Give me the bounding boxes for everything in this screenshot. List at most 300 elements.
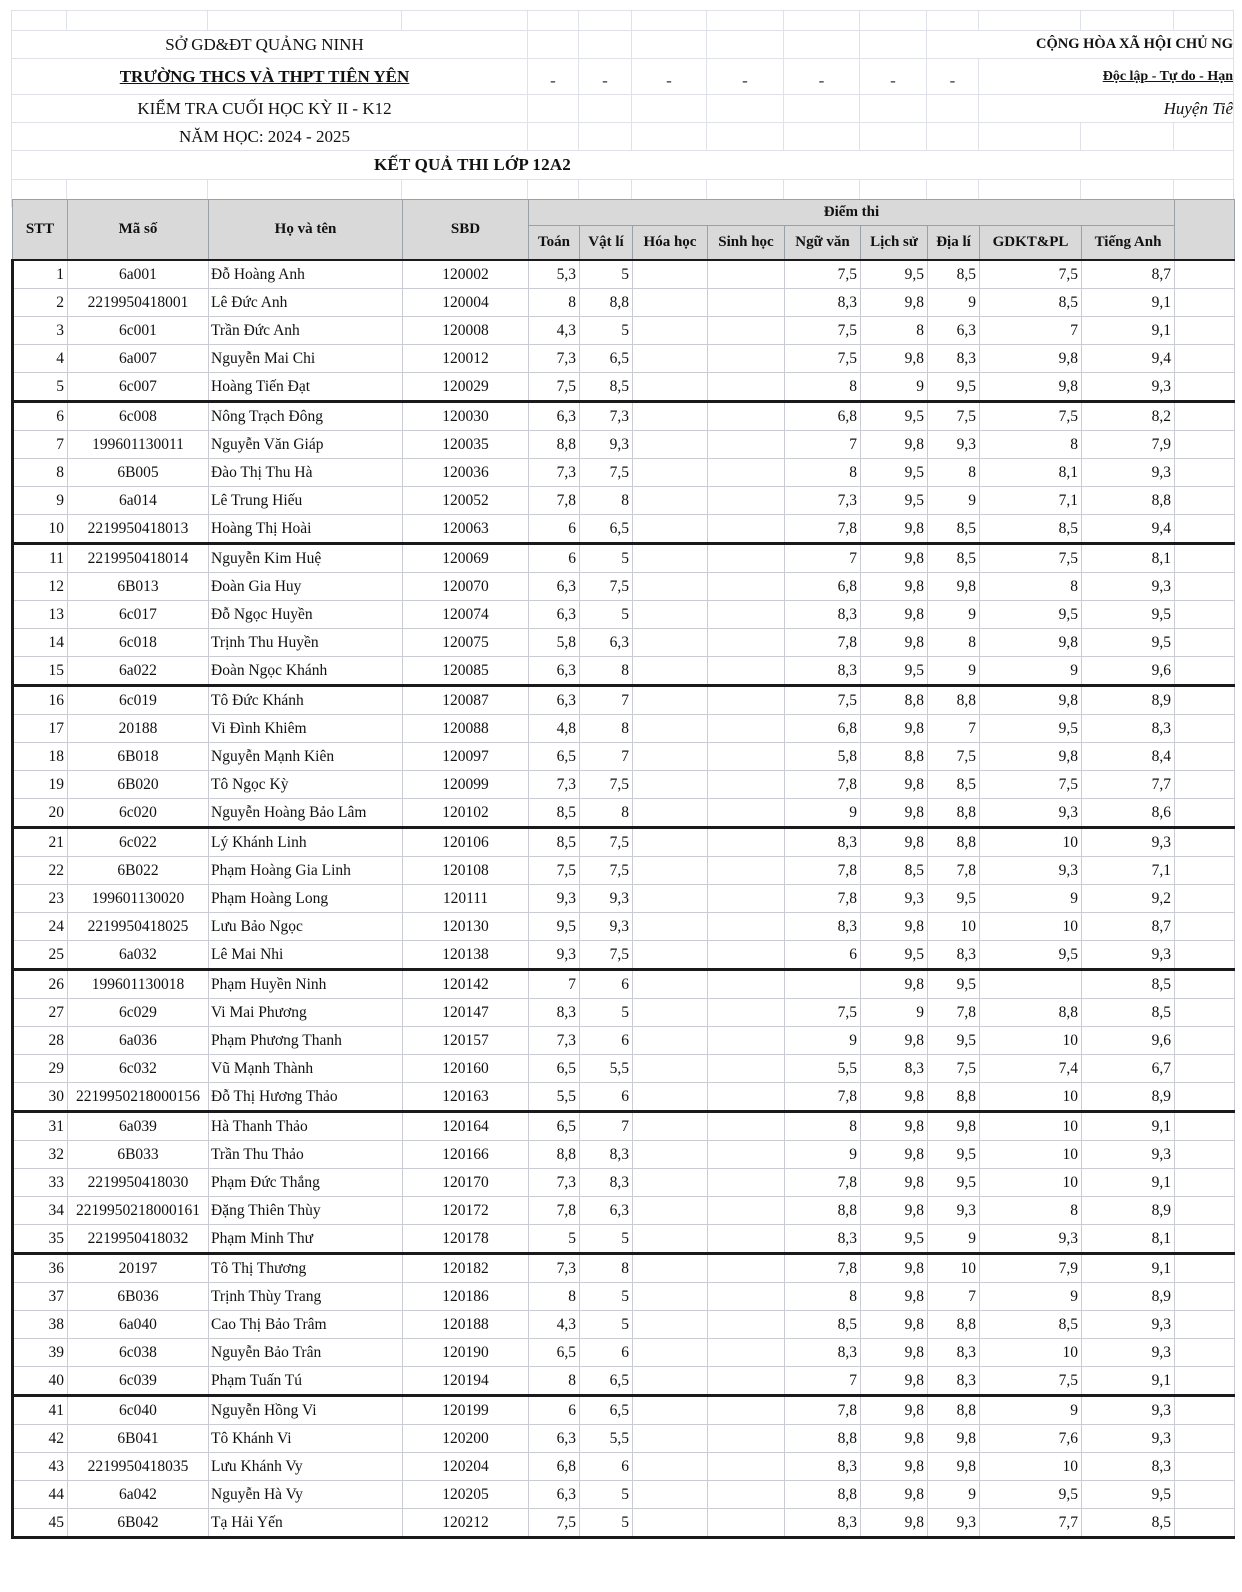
cell-toan[interactable]: 4,3 bbox=[529, 317, 580, 345]
cell-ngu-van[interactable]: 6,8 bbox=[785, 715, 861, 743]
cell-sinh-hoc[interactable] bbox=[708, 402, 785, 431]
cell-gdkt-pl[interactable]: 7,5 bbox=[980, 260, 1082, 289]
cell-ma-so[interactable]: 2219950418035 bbox=[68, 1453, 209, 1481]
column-header-vat-li[interactable]: Vật lí bbox=[580, 226, 633, 261]
column-header-tieng-anh[interactable]: Tiếng Anh bbox=[1082, 226, 1175, 261]
cell-lich-su[interactable]: 9,8 bbox=[861, 1396, 928, 1425]
cell-toan[interactable]: 7,8 bbox=[529, 487, 580, 515]
cell-lich-su[interactable]: 9,8 bbox=[861, 1254, 928, 1283]
cell-gdkt-pl[interactable] bbox=[980, 970, 1082, 999]
cell-tieng-anh[interactable]: 9,6 bbox=[1082, 657, 1175, 686]
cell-lich-su[interactable]: 9,8 bbox=[861, 1311, 928, 1339]
cell-ngu-van[interactable]: 7,8 bbox=[785, 1254, 861, 1283]
cell-ma-so[interactable]: 6c001 bbox=[68, 317, 209, 345]
cell-tieng-anh[interactable]: 8,4 bbox=[1082, 743, 1175, 771]
cell-lich-su[interactable]: 9,8 bbox=[861, 771, 928, 799]
cell-vat-li[interactable]: 5,5 bbox=[580, 1425, 633, 1453]
cell-sinh-hoc[interactable] bbox=[708, 601, 785, 629]
cell-gdkt-pl[interactable]: 9 bbox=[980, 1396, 1082, 1425]
cell-toan[interactable]: 6,8 bbox=[529, 1453, 580, 1481]
cell-gdkt-pl[interactable]: 8 bbox=[980, 573, 1082, 601]
column-header-ho-ten[interactable]: Họ và tên bbox=[209, 200, 403, 261]
cell-dia-li[interactable]: 9,5 bbox=[928, 1169, 980, 1197]
cell-dia-li[interactable]: 9,5 bbox=[928, 373, 980, 402]
cell-stt[interactable]: 29 bbox=[13, 1055, 68, 1083]
cell-tieng-anh[interactable]: 8,1 bbox=[1082, 1225, 1175, 1254]
cell-ma-so[interactable]: 6c022 bbox=[68, 828, 209, 857]
cell-dia-li[interactable]: 9 bbox=[928, 1225, 980, 1254]
cell-gdkt-pl[interactable]: 9,8 bbox=[980, 345, 1082, 373]
cell-stt[interactable]: 39 bbox=[13, 1339, 68, 1367]
cell-ma-so[interactable]: 20188 bbox=[68, 715, 209, 743]
cell-sinh-hoc[interactable] bbox=[708, 1112, 785, 1141]
cell-ho-ten[interactable]: Hà Thanh Thảo bbox=[209, 1112, 403, 1141]
cell-dia-li[interactable]: 8,3 bbox=[928, 1339, 980, 1367]
cell-dia-li[interactable]: 9 bbox=[928, 289, 980, 317]
cell-lich-su[interactable]: 9,5 bbox=[861, 941, 928, 970]
cell-ngu-van[interactable]: 5,5 bbox=[785, 1055, 861, 1083]
table-row[interactable] bbox=[13, 771, 1235, 799]
cell-vat-li[interactable]: 5 bbox=[580, 999, 633, 1027]
cell-vat-li[interactable]: 6,5 bbox=[580, 1367, 633, 1396]
cell-vat-li[interactable]: 7,5 bbox=[580, 771, 633, 799]
cell-ngu-van[interactable]: 8,5 bbox=[785, 1311, 861, 1339]
cell-dia-li[interactable]: 10 bbox=[928, 1254, 980, 1283]
extra-column-cell[interactable] bbox=[1175, 828, 1235, 857]
cell-vat-li[interactable]: 5,5 bbox=[580, 1055, 633, 1083]
extra-column-cell[interactable] bbox=[1175, 1509, 1235, 1538]
cell-lich-su[interactable]: 9,8 bbox=[861, 1283, 928, 1311]
cell-tieng-anh[interactable]: 9,5 bbox=[1082, 629, 1175, 657]
extra-column-cell[interactable] bbox=[1175, 317, 1235, 345]
extra-column-cell[interactable] bbox=[1175, 1481, 1235, 1509]
cell-stt[interactable]: 5 bbox=[13, 373, 68, 402]
cell-hoa-hoc[interactable] bbox=[633, 686, 708, 715]
cell-ho-ten[interactable]: Nguyễn Mai Chi bbox=[209, 345, 403, 373]
cell-sinh-hoc[interactable] bbox=[708, 1425, 785, 1453]
cell-dia-li[interactable]: 9,5 bbox=[928, 1141, 980, 1169]
cell-tieng-anh[interactable]: 9,6 bbox=[1082, 1027, 1175, 1055]
cell-sbd[interactable]: 120130 bbox=[403, 913, 529, 941]
cell-lich-su[interactable]: 9,8 bbox=[861, 1169, 928, 1197]
extra-column-cell[interactable] bbox=[1175, 657, 1235, 686]
cell-ma-so[interactable]: 2219950418030 bbox=[68, 1169, 209, 1197]
dash-cell[interactable]: - bbox=[860, 59, 927, 95]
cell-stt[interactable]: 36 bbox=[13, 1254, 68, 1283]
cell-sinh-hoc[interactable] bbox=[708, 1225, 785, 1254]
cell-ho-ten[interactable]: Nông Trạch Đông bbox=[209, 402, 403, 431]
cell-vat-li[interactable]: 6,3 bbox=[580, 1197, 633, 1225]
extra-column-cell[interactable] bbox=[1175, 743, 1235, 771]
cell-vat-li[interactable]: 6,5 bbox=[580, 345, 633, 373]
extra-column-cell[interactable] bbox=[1175, 970, 1235, 999]
cell-sinh-hoc[interactable] bbox=[708, 743, 785, 771]
cell-ngu-van[interactable]: 7,5 bbox=[785, 260, 861, 289]
cell-sbd[interactable]: 120012 bbox=[403, 345, 529, 373]
cell-toan[interactable]: 8 bbox=[529, 1367, 580, 1396]
cell-sbd[interactable]: 120212 bbox=[403, 1509, 529, 1538]
cell-tieng-anh[interactable]: 9,3 bbox=[1082, 573, 1175, 601]
cell-toan[interactable]: 7,3 bbox=[529, 345, 580, 373]
cell-toan[interactable]: 6 bbox=[529, 1396, 580, 1425]
cell-stt[interactable]: 10 bbox=[13, 515, 68, 544]
cell-ho-ten[interactable]: Nguyễn Văn Giáp bbox=[209, 431, 403, 459]
cell-tieng-anh[interactable]: 9,3 bbox=[1082, 459, 1175, 487]
column-header-sinh-hoc[interactable]: Sinh học bbox=[708, 226, 785, 261]
cell-ho-ten[interactable]: Phạm Đức Thắng bbox=[209, 1169, 403, 1197]
cell-ma-so[interactable]: 2219950418025 bbox=[68, 913, 209, 941]
column-header-hoa-hoc[interactable]: Hóa học bbox=[633, 226, 708, 261]
cell-sbd[interactable]: 120087 bbox=[403, 686, 529, 715]
table-row[interactable] bbox=[13, 999, 1235, 1027]
cell-hoa-hoc[interactable] bbox=[633, 1283, 708, 1311]
cell-gdkt-pl[interactable]: 7,7 bbox=[980, 1509, 1082, 1538]
extra-column-cell[interactable] bbox=[1175, 1225, 1235, 1254]
cell-ho-ten[interactable]: Nguyễn Kim Huệ bbox=[209, 544, 403, 573]
cell-ho-ten[interactable]: Tô Đức Khánh bbox=[209, 686, 403, 715]
cell-ngu-van[interactable]: 7,8 bbox=[785, 1396, 861, 1425]
cell-lich-su[interactable]: 9,8 bbox=[861, 799, 928, 828]
cell-ma-so[interactable]: 6B022 bbox=[68, 857, 209, 885]
cell-dia-li[interactable]: 9,3 bbox=[928, 431, 980, 459]
cell-sbd[interactable]: 120142 bbox=[403, 970, 529, 999]
cell-dia-li[interactable]: 8,8 bbox=[928, 686, 980, 715]
cell-hoa-hoc[interactable] bbox=[633, 1112, 708, 1141]
cell-lich-su[interactable]: 9,5 bbox=[861, 260, 928, 289]
cell-ma-so[interactable]: 6a022 bbox=[68, 657, 209, 686]
cell-dia-li[interactable]: 8,8 bbox=[928, 1311, 980, 1339]
cell-toan[interactable]: 6,5 bbox=[529, 1055, 580, 1083]
cell-sbd[interactable]: 120157 bbox=[403, 1027, 529, 1055]
table-row[interactable] bbox=[13, 260, 1235, 289]
cell-ma-so[interactable]: 6c039 bbox=[68, 1367, 209, 1396]
cell-gdkt-pl[interactable]: 7,5 bbox=[980, 402, 1082, 431]
cell-sinh-hoc[interactable] bbox=[708, 573, 785, 601]
cell-sinh-hoc[interactable] bbox=[708, 345, 785, 373]
table-row[interactable] bbox=[13, 1225, 1235, 1254]
cell-ngu-van[interactable]: 8,3 bbox=[785, 657, 861, 686]
extra-column-cell[interactable] bbox=[1175, 1254, 1235, 1283]
cell-stt[interactable]: 30 bbox=[13, 1083, 68, 1112]
cell-stt[interactable]: 8 bbox=[13, 459, 68, 487]
cell-tieng-anh[interactable]: 8,1 bbox=[1082, 544, 1175, 573]
cell-ngu-van[interactable]: 7,8 bbox=[785, 515, 861, 544]
cell-lich-su[interactable]: 8,3 bbox=[861, 1055, 928, 1083]
cell-hoa-hoc[interactable] bbox=[633, 857, 708, 885]
extra-column-cell[interactable] bbox=[1175, 686, 1235, 715]
cell-tieng-anh[interactable]: 9,5 bbox=[1082, 601, 1175, 629]
cell-ngu-van[interactable]: 8 bbox=[785, 373, 861, 402]
cell-ma-so[interactable]: 6B020 bbox=[68, 771, 209, 799]
cell-gdkt-pl[interactable]: 10 bbox=[980, 828, 1082, 857]
column-header-lich-su[interactable]: Lịch sử bbox=[861, 226, 928, 261]
cell-sinh-hoc[interactable] bbox=[708, 289, 785, 317]
cell-lich-su[interactable]: 9,8 bbox=[861, 1367, 928, 1396]
cell-sinh-hoc[interactable] bbox=[708, 1339, 785, 1367]
cell-tieng-anh[interactable]: 8,3 bbox=[1082, 1453, 1175, 1481]
cell-vat-li[interactable]: 7,5 bbox=[580, 941, 633, 970]
cell-tieng-anh[interactable]: 8,9 bbox=[1082, 1083, 1175, 1112]
cell-sbd[interactable]: 120178 bbox=[403, 1225, 529, 1254]
cell-tieng-anh[interactable]: 9,4 bbox=[1082, 345, 1175, 373]
cell-ho-ten[interactable]: Trần Thu Thảo bbox=[209, 1141, 403, 1169]
cell-tieng-anh[interactable]: 8,8 bbox=[1082, 487, 1175, 515]
extra-column-cell[interactable] bbox=[1175, 515, 1235, 544]
cell-toan[interactable]: 9,3 bbox=[529, 941, 580, 970]
cell-tieng-anh[interactable]: 9,1 bbox=[1082, 1112, 1175, 1141]
cell-ma-so[interactable]: 20197 bbox=[68, 1254, 209, 1283]
cell-hoa-hoc[interactable] bbox=[633, 1367, 708, 1396]
cell-lich-su[interactable]: 9,3 bbox=[861, 885, 928, 913]
cell-dia-li[interactable]: 10 bbox=[928, 913, 980, 941]
cell-ma-so[interactable]: 6a042 bbox=[68, 1481, 209, 1509]
cell-vat-li[interactable]: 7,5 bbox=[580, 828, 633, 857]
cell-ho-ten[interactable]: Nguyễn Mạnh Kiên bbox=[209, 743, 403, 771]
cell-ho-ten[interactable]: Đào Thị Thu Hà bbox=[209, 459, 403, 487]
cell-ho-ten[interactable]: Tạ Hải Yến bbox=[209, 1509, 403, 1538]
cell-stt[interactable]: 4 bbox=[13, 345, 68, 373]
cell-lich-su[interactable]: 9,8 bbox=[861, 1083, 928, 1112]
extra-column-cell[interactable] bbox=[1175, 573, 1235, 601]
cell-sinh-hoc[interactable] bbox=[708, 1254, 785, 1283]
cell-sinh-hoc[interactable] bbox=[708, 1083, 785, 1112]
cell-ngu-van[interactable]: 6 bbox=[785, 941, 861, 970]
table-row[interactable] bbox=[13, 431, 1235, 459]
cell-sinh-hoc[interactable] bbox=[708, 885, 785, 913]
cell-dia-li[interactable]: 8,8 bbox=[928, 1083, 980, 1112]
cell-ho-ten[interactable]: Phạm Huyền Ninh bbox=[209, 970, 403, 999]
cell-hoa-hoc[interactable] bbox=[633, 743, 708, 771]
cell-ngu-van[interactable]: 8,3 bbox=[785, 601, 861, 629]
cell-hoa-hoc[interactable] bbox=[633, 1169, 708, 1197]
cell-ngu-van[interactable]: 8,3 bbox=[785, 913, 861, 941]
cell-hoa-hoc[interactable] bbox=[633, 1225, 708, 1254]
cell-sbd[interactable]: 120002 bbox=[403, 260, 529, 289]
cell-stt[interactable]: 37 bbox=[13, 1283, 68, 1311]
cell-ma-so[interactable]: 6a032 bbox=[68, 941, 209, 970]
cell-lich-su[interactable]: 9,8 bbox=[861, 345, 928, 373]
cell-gdkt-pl[interactable]: 7,5 bbox=[980, 1367, 1082, 1396]
cell-ngu-van[interactable]: 6,8 bbox=[785, 402, 861, 431]
extra-column-cell[interactable] bbox=[1175, 1425, 1235, 1453]
table-row[interactable] bbox=[13, 345, 1235, 373]
cell-hoa-hoc[interactable] bbox=[633, 999, 708, 1027]
cell-toan[interactable]: 6,3 bbox=[529, 601, 580, 629]
cell-sinh-hoc[interactable] bbox=[708, 1453, 785, 1481]
cell-gdkt-pl[interactable]: 9,8 bbox=[980, 686, 1082, 715]
cell-ho-ten[interactable]: Đoàn Gia Huy bbox=[209, 573, 403, 601]
cell-sbd[interactable]: 120052 bbox=[403, 487, 529, 515]
table-row[interactable] bbox=[13, 601, 1235, 629]
table-row[interactable] bbox=[13, 1283, 1235, 1311]
cell-lich-su[interactable]: 9,8 bbox=[861, 515, 928, 544]
table-row[interactable] bbox=[13, 1197, 1235, 1225]
cell-ngu-van[interactable]: 5,8 bbox=[785, 743, 861, 771]
cell-tieng-anh[interactable]: 8,7 bbox=[1082, 913, 1175, 941]
dash-cell[interactable]: - bbox=[579, 59, 632, 95]
cell-gdkt-pl[interactable]: 7,5 bbox=[980, 544, 1082, 573]
cell-gdkt-pl[interactable]: 9,5 bbox=[980, 715, 1082, 743]
cell-dia-li[interactable]: 8 bbox=[928, 459, 980, 487]
cell-ngu-van[interactable]: 7,8 bbox=[785, 1169, 861, 1197]
extra-column-cell[interactable] bbox=[1175, 799, 1235, 828]
cell-dia-li[interactable]: 9,5 bbox=[928, 1027, 980, 1055]
cell-ho-ten[interactable]: Hoàng Tiến Đạt bbox=[209, 373, 403, 402]
cell-hoa-hoc[interactable] bbox=[633, 459, 708, 487]
cell-lich-su[interactable]: 9,8 bbox=[861, 1112, 928, 1141]
cell-vat-li[interactable]: 6 bbox=[580, 1339, 633, 1367]
table-row[interactable] bbox=[13, 799, 1235, 828]
cell-hoa-hoc[interactable] bbox=[633, 771, 708, 799]
table-row[interactable] bbox=[13, 1169, 1235, 1197]
cell-toan[interactable]: 7,3 bbox=[529, 1027, 580, 1055]
cell-sinh-hoc[interactable] bbox=[708, 459, 785, 487]
cell-ho-ten[interactable]: Lý Khánh Linh bbox=[209, 828, 403, 857]
dash-cell[interactable]: - bbox=[632, 59, 707, 95]
cell-sinh-hoc[interactable] bbox=[708, 686, 785, 715]
cell-vat-li[interactable]: 5 bbox=[580, 544, 633, 573]
cell-tieng-anh[interactable]: 8,5 bbox=[1082, 999, 1175, 1027]
column-header-gdkt-pl[interactable]: GDKT&PL bbox=[980, 226, 1082, 261]
cell-sinh-hoc[interactable] bbox=[708, 373, 785, 402]
cell-vat-li[interactable]: 8 bbox=[580, 1254, 633, 1283]
extra-column-cell[interactable] bbox=[1175, 1311, 1235, 1339]
cell-ho-ten[interactable]: Cao Thị Bảo Trâm bbox=[209, 1311, 403, 1339]
cell-dia-li[interactable]: 9 bbox=[928, 601, 980, 629]
cell-dia-li[interactable]: 8,8 bbox=[928, 1396, 980, 1425]
cell-sbd[interactable]: 120099 bbox=[403, 771, 529, 799]
cell-sbd[interactable]: 120088 bbox=[403, 715, 529, 743]
cell-ho-ten[interactable]: Vi Đình Khiêm bbox=[209, 715, 403, 743]
cell-vat-li[interactable]: 9,3 bbox=[580, 431, 633, 459]
cell-hoa-hoc[interactable] bbox=[633, 317, 708, 345]
cell-tieng-anh[interactable]: 8,9 bbox=[1082, 686, 1175, 715]
cell-hoa-hoc[interactable] bbox=[633, 1141, 708, 1169]
cell-sbd[interactable]: 120097 bbox=[403, 743, 529, 771]
cell-stt[interactable]: 27 bbox=[13, 999, 68, 1027]
cell-toan[interactable]: 6,3 bbox=[529, 402, 580, 431]
cell-ma-so[interactable]: 6B042 bbox=[68, 1509, 209, 1538]
cell-lich-su[interactable]: 9,8 bbox=[861, 970, 928, 999]
cell-tieng-anh[interactable]: 9,3 bbox=[1082, 828, 1175, 857]
cell-vat-li[interactable]: 6 bbox=[580, 1453, 633, 1481]
cell-toan[interactable]: 6,3 bbox=[529, 1425, 580, 1453]
cell-ngu-van[interactable]: 7,8 bbox=[785, 885, 861, 913]
table-row[interactable] bbox=[13, 1509, 1235, 1538]
cell-toan[interactable]: 5,5 bbox=[529, 1083, 580, 1112]
table-row[interactable] bbox=[13, 1027, 1235, 1055]
cell-tieng-anh[interactable]: 9,1 bbox=[1082, 1254, 1175, 1283]
cell-stt[interactable]: 2 bbox=[13, 289, 68, 317]
extra-column-cell[interactable] bbox=[1175, 260, 1235, 289]
cell-stt[interactable]: 21 bbox=[13, 828, 68, 857]
cell-stt[interactable]: 26 bbox=[13, 970, 68, 999]
cell-sinh-hoc[interactable] bbox=[708, 657, 785, 686]
column-header-dia-li[interactable]: Địa lí bbox=[928, 226, 980, 261]
extra-column-cell[interactable] bbox=[1175, 1141, 1235, 1169]
cell-sinh-hoc[interactable] bbox=[708, 515, 785, 544]
table-row[interactable] bbox=[13, 1396, 1235, 1425]
cell-sinh-hoc[interactable] bbox=[708, 260, 785, 289]
cell-tieng-anh[interactable]: 9,3 bbox=[1082, 941, 1175, 970]
cell-sbd[interactable]: 120074 bbox=[403, 601, 529, 629]
cell-gdkt-pl[interactable]: 10 bbox=[980, 1169, 1082, 1197]
cell-sinh-hoc[interactable] bbox=[708, 629, 785, 657]
cell-sbd[interactable]: 120186 bbox=[403, 1283, 529, 1311]
cell-ho-ten[interactable]: Lê Mai Nhi bbox=[209, 941, 403, 970]
cell-toan[interactable]: 4,3 bbox=[529, 1311, 580, 1339]
cell-ma-so[interactable]: 199601130018 bbox=[68, 970, 209, 999]
table-row[interactable] bbox=[13, 885, 1235, 913]
cell-vat-li[interactable]: 6,3 bbox=[580, 629, 633, 657]
extra-column-cell[interactable] bbox=[1175, 1197, 1235, 1225]
cell-sinh-hoc[interactable] bbox=[708, 941, 785, 970]
extra-column-cell[interactable] bbox=[1175, 1027, 1235, 1055]
cell-hoa-hoc[interactable] bbox=[633, 1254, 708, 1283]
cell-ngu-van[interactable]: 7,8 bbox=[785, 1083, 861, 1112]
cell-sinh-hoc[interactable] bbox=[708, 431, 785, 459]
cell-gdkt-pl[interactable]: 7,6 bbox=[980, 1425, 1082, 1453]
cell-ma-so[interactable]: 6a007 bbox=[68, 345, 209, 373]
cell-stt[interactable]: 18 bbox=[13, 743, 68, 771]
cell-dia-li[interactable]: 9,8 bbox=[928, 1112, 980, 1141]
cell-hoa-hoc[interactable] bbox=[633, 345, 708, 373]
cell-ngu-van[interactable]: 8,8 bbox=[785, 1425, 861, 1453]
cell-stt[interactable]: 43 bbox=[13, 1453, 68, 1481]
cell-lich-su[interactable]: 9,8 bbox=[861, 828, 928, 857]
cell-toan[interactable]: 5,8 bbox=[529, 629, 580, 657]
cell-stt[interactable]: 28 bbox=[13, 1027, 68, 1055]
cell-gdkt-pl[interactable]: 8,8 bbox=[980, 999, 1082, 1027]
table-row[interactable] bbox=[13, 828, 1235, 857]
cell-ma-so[interactable]: 6c019 bbox=[68, 686, 209, 715]
cell-sinh-hoc[interactable] bbox=[708, 828, 785, 857]
table-row[interactable] bbox=[13, 657, 1235, 686]
cell-lich-su[interactable]: 9,8 bbox=[861, 601, 928, 629]
cell-toan[interactable]: 8,5 bbox=[529, 828, 580, 857]
cell-gdkt-pl[interactable]: 10 bbox=[980, 1453, 1082, 1481]
cell-toan[interactable]: 6 bbox=[529, 515, 580, 544]
cell-ho-ten[interactable]: Lê Trung Hiếu bbox=[209, 487, 403, 515]
cell-sbd[interactable]: 120008 bbox=[403, 317, 529, 345]
cell-dia-li[interactable]: 9,5 bbox=[928, 885, 980, 913]
extra-column-cell[interactable] bbox=[1175, 289, 1235, 317]
cell-vat-li[interactable]: 5 bbox=[580, 317, 633, 345]
cell-tieng-anh[interactable]: 9,3 bbox=[1082, 1141, 1175, 1169]
cell-ho-ten[interactable]: Tô Khánh Vi bbox=[209, 1425, 403, 1453]
cell-stt[interactable]: 31 bbox=[13, 1112, 68, 1141]
table-row[interactable] bbox=[13, 487, 1235, 515]
cell-vat-li[interactable]: 8 bbox=[580, 799, 633, 828]
cell-hoa-hoc[interactable] bbox=[633, 1083, 708, 1112]
cell-toan[interactable]: 7,3 bbox=[529, 1169, 580, 1197]
cell-ngu-van[interactable]: 8,3 bbox=[785, 1453, 861, 1481]
cell-tieng-anh[interactable]: 8,2 bbox=[1082, 402, 1175, 431]
cell-dia-li[interactable]: 9,8 bbox=[928, 1453, 980, 1481]
extra-column-cell[interactable] bbox=[1175, 487, 1235, 515]
cell-lich-su[interactable]: 9,5 bbox=[861, 459, 928, 487]
cell-gdkt-pl[interactable]: 10 bbox=[980, 1112, 1082, 1141]
cell-stt[interactable]: 40 bbox=[13, 1367, 68, 1396]
cell-sbd[interactable]: 120200 bbox=[403, 1425, 529, 1453]
cell-vat-li[interactable]: 6,5 bbox=[580, 515, 633, 544]
cell-dia-li[interactable]: 8,5 bbox=[928, 544, 980, 573]
department-name[interactable]: SỞ GD&ĐT QUẢNG NINH bbox=[12, 31, 528, 59]
cell-sinh-hoc[interactable] bbox=[708, 1283, 785, 1311]
cell-gdkt-pl[interactable]: 9,3 bbox=[980, 1225, 1082, 1254]
cell-toan[interactable]: 7 bbox=[529, 970, 580, 999]
cell-lich-su[interactable]: 9 bbox=[861, 373, 928, 402]
